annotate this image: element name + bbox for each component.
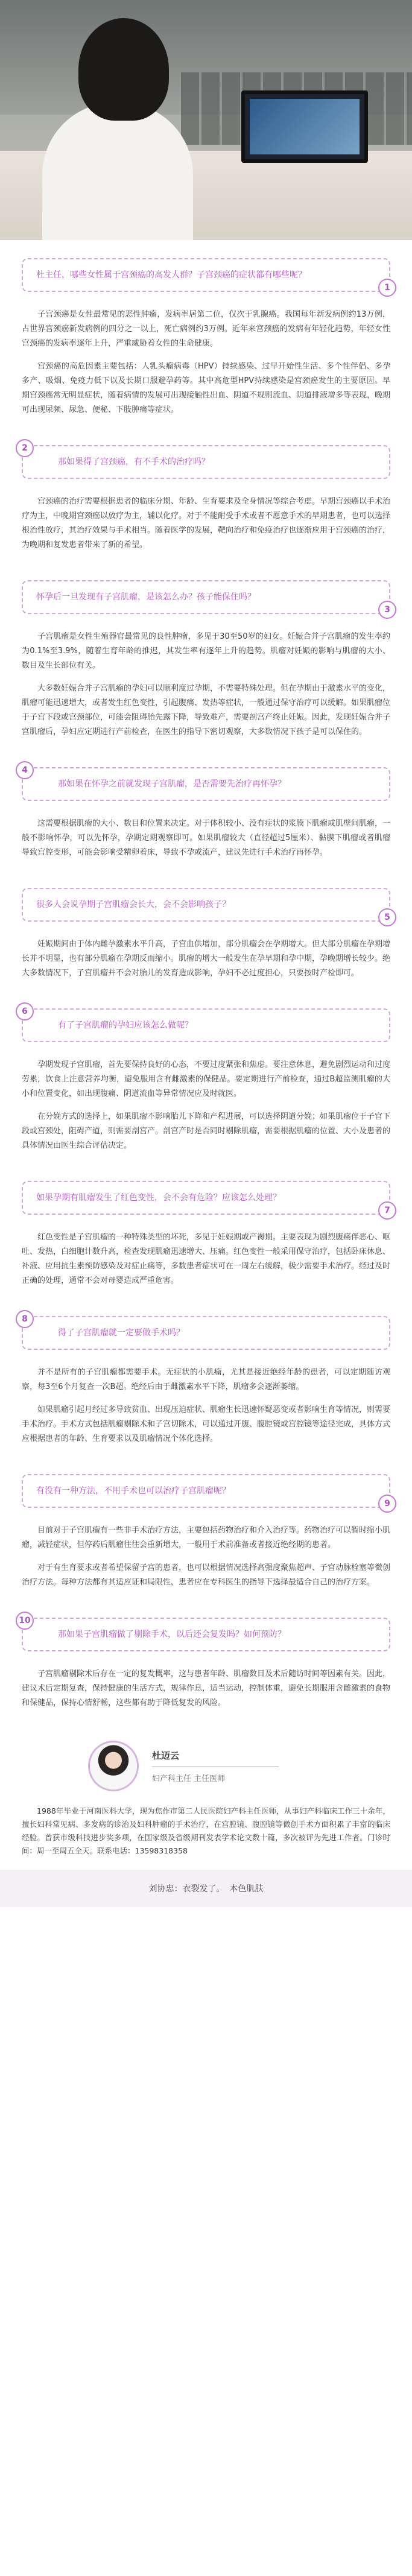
qa-section-8 — [22, 1316, 390, 1456]
answer-block — [22, 1363, 390, 1456]
doctor-photo — [0, 0, 412, 240]
answer-paragraph: 妊娠期间由于体内雌孕激素水平升高，子宫血供增加，部分肌瘤会在孕期增大。但大部分肌瘤在孕期增长并不明显，也有部分肌瘤在孕期反而缩小。肌瘤的增大一般发生在孕早期和孕中期，孕晚期增长较少。绝大多数情况下，子宫肌瘤并不会对胎儿的发育造成影响，孕妇不必过度担心，只要按时产检即可。 — [22, 940, 391, 978]
question-text: 怀孕后一旦发现有子宫肌瘤，是该怎么办？孩子能保住吗？ — [36, 592, 256, 602]
answer-block — [22, 1521, 390, 1600]
author-title: 妇产科主任 主任医师 — [152, 1774, 226, 1783]
answer-block — [22, 305, 390, 427]
question-number: 6 — [16, 1002, 34, 1021]
question-number: 3 — [378, 601, 396, 619]
question-number: 4 — [16, 761, 34, 779]
answer-paragraph: 宫颈癌的高危因素主要包括：人乳头瘤病毒（HPV）持续感染、过早开始性生活、多个性伴侣、多孕多产、吸烟、免疫力低下以及长期口服避孕药等。其中高危型HPV持续感染是宫颈癌发生的主要原因。早期宫颈癌常无明显症状，随着病情的发展可出现接触性出血、阴道不规则流血、阴道排液增多等表现，晚期可出现尿频、尿急、便秘、下肢肿痛等症状。 — [22, 362, 391, 414]
answer-paragraph: 子宫肌瘤剔除术后存在一定的复发概率，这与患者年龄、肌瘤数目及术后随访时间等因素有关。因此，建议术后定期复查，保持健康的生活方式，规律作息，适当运动，控制体重，避免长期服用含雌激素的食物和保健品，保持心情舒畅，这些都有助于降低复发的风险。 — [22, 1669, 391, 1707]
answer-paragraph: 目前对于子宫肌瘤有一些非手术治疗方法，主要包括药物治疗和介入治疗等。药物治疗可以暂时缩小肌瘤，减轻症状，但停药后肌瘤往往会重新增大，一般用于术前准备或者接近绝经期的患者。 — [22, 1526, 391, 1549]
author-card — [22, 1741, 390, 1791]
question-banner — [22, 1316, 390, 1350]
author-bio — [22, 1805, 390, 1858]
qa-section-4 — [22, 767, 390, 870]
question-banner — [19, 1616, 390, 1651]
answer-paragraph: 对于有生育要求或者希望保留子宫的患者，也可以根据情况选择高强度聚焦超声、子宫动脉栓塞等微创治疗方法。每种方法都有其适应证和局限性，患者应在专科医生的指导下选择最适合自己的治疗方案。 — [22, 1563, 391, 1587]
author-bio-text: 1988年毕业于河南医科大学，现为焦作市第二人民医院妇产科主任医师，从事妇产科临床工作三十余年，擅长妇科常见病、多发病的诊治及妇科肿瘤的手术治疗，在宫腔镜、腹腔镜等微创手术方面积累了丰富的临床经验。曾获市级科技进步奖多项，在国家级及省级期刊发表学术论文数十篇，多次被评为先进工作者。门诊时间：周一至周五全天。联系电话：13598318358 — [22, 1806, 390, 1855]
photo-person-hair — [78, 18, 169, 121]
question-banner — [22, 1008, 390, 1042]
question-number: 5 — [378, 908, 396, 926]
footer-left-text: 刘协忠：衣裂发了。 — [148, 1884, 225, 1894]
qa-section-9 — [22, 1474, 390, 1600]
answer-paragraph: 如果肌瘤引起月经过多导致贫血、出现压迫症状、肌瘤生长迅速怀疑恶变或者影响生育等情况，则需要手术治疗。手术方式包括肌瘤剔除术和子宫切除术，可以通过开腹、腹腔镜或宫腔镜等途径完成，具体方式应根据患者的年龄、生育要求以及肌瘤情况个体化选择。 — [22, 1405, 391, 1443]
qa-section-6 — [22, 1008, 390, 1163]
qa-section-10 — [19, 1616, 391, 1720]
question-banner — [22, 1474, 390, 1508]
answer-paragraph: 子宫肌瘤是女性生殖器官最常见的良性肿瘤，多见于30至50岁的妇女。妊娠合并子宫肌瘤的发生率约为0.1%至3.9%，随着生育年龄的推迟，其发生率有逐年上升的趋势。肌瘤对妊娠的影响与肌瘤的大小、数目及生长部位有关。 — [22, 632, 390, 670]
question-number: 8 — [16, 1310, 34, 1328]
answer-paragraph: 大多数妊娠合并子宫肌瘤的孕妇可以顺利度过孕期，不需要特殊处理。但在孕期由于激素水平的变化，肌瘤可能迅速增大，或者发生红色变性，引起腹痛、发热等症状，一般通过保守治疗可以缓解。如果肌瘤位于子宫下段或宫颈部位，可能会阻碍胎先露下降，导致难产，需要剖宫产终止妊娠。因此，发现妊娠合并子宫肌瘤后，孕妇应定期进行产前检查，在医生的指导下密切观察，大多数情况下孩子是可以保住的。 — [22, 684, 391, 736]
question-banner — [22, 888, 390, 922]
answer-block — [22, 935, 390, 990]
question-banner — [22, 1181, 390, 1215]
answer-block — [22, 1665, 390, 1720]
question-number: 10 — [16, 1612, 34, 1630]
question-text: 如果孕期有肌瘤发生了红色变性，会不会有危险？应该怎么处理？ — [36, 1193, 281, 1203]
answer-block — [22, 1055, 390, 1163]
question-text: 那如果子宫肌瘤做了剔除手术，以后还会复发吗？如何预防？ — [58, 1630, 286, 1639]
question-text: 杜主任，哪些女性属于宫颈癌的高发人群？子宫颈癌的症状都有哪些呢？ — [36, 270, 306, 280]
qa-section-1 — [22, 258, 390, 427]
question-number: 9 — [378, 1495, 396, 1513]
answer-paragraph: 孕期发现子宫肌瘤，首先要保持良好的心态，不要过度紧张和焦虑。要注意休息，避免剧烈运动和过度劳累，饮食上注意营养均衡，避免服用含有雌激素的保健品。要定期进行产前检查，通过B超监测肌瘤的大小和位置变化，如出现腹痛、阴道流血等异常情况应及时就医。 — [22, 1060, 391, 1098]
answer-block — [22, 814, 390, 870]
question-text: 得了子宫肌瘤就一定要做手术吗？ — [58, 1328, 185, 1338]
author-name: 杜迈云 — [152, 1750, 180, 1761]
question-text: 有没有一种方法，不用手术也可以治疗子宫肌瘤呢？ — [36, 1486, 230, 1496]
answer-block — [22, 492, 390, 562]
question-banner — [22, 767, 390, 801]
question-banner — [22, 445, 390, 479]
answer-paragraph: 宫颈癌的治疗需要根据患者的临床分期、年龄、生育要求及全身情况等综合考虑。早期宫颈癌以手术治疗为主，中晚期宫颈癌以放疗为主，辅以化疗。对于不能耐受手术或者不愿意手术的早期患者，也可以选择根治性放疗，其治疗效果与手术相当。随着医学的发展，靶向治疗和免疫治疗也逐渐应用于宫颈癌的治疗，为晚期和复发患者带来了新的希望。 — [22, 497, 391, 549]
answer-paragraph: 红色变性是子宫肌瘤的一种特殊类型的坏死，多见于妊娠期或产褥期。主要表现为剧烈腹痛伴恶心、呕吐、发热，白细胞计数升高，检查发现肌瘤迅速增大、压痛。红色变性一般采用保守治疗，包括卧床休息、补液、应用抗生素预防感染及对症止痛等，多数患者症状可在一周左右缓解，极少需要手术治疗。经过及时正确的处理，通常不会对母婴造成严重危害。 — [22, 1233, 391, 1285]
qa-section-2 — [22, 445, 390, 562]
qa-section-3 — [22, 580, 390, 749]
question-number: 2 — [16, 439, 34, 457]
answer-paragraph: 并不是所有的子宫肌瘤都需要手术。无症状的小肌瘤，尤其是接近绝经年龄的患者，可以定期随访观察，每3至6个月复查一次B超。绝经后由于雌激素水平下降，肌瘤多会逐渐萎缩。 — [22, 1368, 390, 1391]
question-banner — [22, 258, 390, 292]
answer-paragraph: 在分娩方式的选择上，如果肌瘤不影响胎儿下降和产程进展，可以选择阴道分娩；如果肌瘤位于子宫下段或宫颈处，阻碍产道，则需要剖宫产。剖宫产时是否同时剔除肌瘤，需要根据肌瘤的位置、大小及患者的具体情况由医生综合评估决定。 — [22, 1112, 391, 1150]
author-avatar — [88, 1741, 139, 1791]
answer-paragraph: 这需要根据肌瘤的大小、数目和位置来决定。对于体积较小、没有症状的浆膜下肌瘤或肌壁间肌瘤，一般不影响怀孕，可以先怀孕，孕期定期观察即可。如果肌瘤较大（直径超过5厘米）、黏膜下肌瘤或者肌瘤导致宫腔变形，可能会影响受精卵着床，导致不孕或流产，建议先进行手术治疗再怀孕。 — [22, 819, 391, 857]
answer-block — [22, 1228, 390, 1298]
qa-section-7 — [22, 1181, 390, 1298]
photo-monitor — [241, 90, 368, 163]
answer-block — [22, 627, 390, 749]
question-text: 那如果在怀孕之前就发现子宫肌瘤，是否需要先治疗再怀孕？ — [58, 779, 286, 789]
footer-right-text: 本色肌肤 — [229, 1884, 264, 1894]
question-banner — [22, 580, 390, 614]
photo-person — [42, 18, 193, 240]
footer-bar — [0, 1870, 412, 1907]
question-number: 7 — [378, 1201, 396, 1220]
author-info — [152, 1749, 279, 1783]
qa-section-5 — [22, 888, 390, 990]
question-text: 那如果得了宫颈癌，有不手术的治疗吗？ — [58, 457, 210, 467]
question-text: 有了子宫肌瘤的孕妇应该怎么做呢？ — [58, 1021, 193, 1030]
answer-paragraph: 子宫颈癌是女性最常见的恶性肿瘤，发病率居第二位，仅次于乳腺癌。我国每年新发病例约13万例，占世界宫颈癌新发病例的四分之一以上，死亡病例约3万例。近年来宫颈癌的发病有年轻化趋势，年轻女性宫颈癌的发病率逐年上升，严重威胁着女性的生命健康。 — [22, 310, 390, 348]
question-number: 1 — [378, 279, 396, 297]
qa-content — [0, 258, 412, 1858]
photo-person-body — [42, 103, 193, 240]
question-text: 很多人会说孕期子宫肌瘤会长大，会不会影响孩子？ — [36, 900, 230, 910]
